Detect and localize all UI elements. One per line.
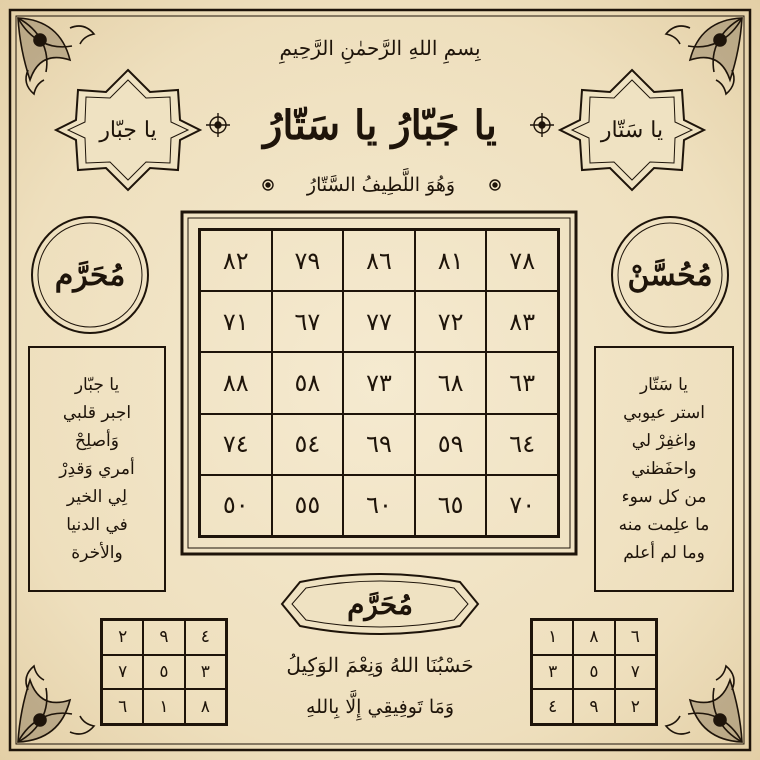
panel-line: استر عيوبي: [623, 403, 705, 423]
magic-square-cell: ٧٨: [486, 230, 558, 291]
rosette-icon: [206, 113, 230, 137]
magic-square-cell: ٦٧: [272, 291, 344, 352]
magic-square-cell: ٦٨: [415, 352, 487, 413]
magic-square-cell: ٦٩: [343, 414, 415, 475]
small-square-cell: ٦: [102, 689, 143, 724]
main-title: يا جَبّارُ يا سَتّارُ: [263, 101, 497, 149]
left-prayer-panel: [28, 346, 166, 592]
panel-line: أمري وَقدِرْ: [59, 459, 135, 479]
right-medallion-text: يا سَتّار: [600, 117, 664, 143]
small-square-cell: ١: [143, 689, 184, 724]
rosette-icon: [490, 180, 500, 190]
panel-line: لِي الخير: [66, 487, 128, 507]
bismillah: بِسمِ اللهِ الرَّحمٰنِ الرَّحِيمِ: [279, 36, 481, 60]
magic-square-cell: ٦٣: [486, 352, 558, 413]
panel-line: وَأصلِحْ: [75, 431, 119, 451]
small-square-cell: ٧: [615, 655, 656, 690]
subtitle: وَهُوَ اللَّطِيفُ السَّتّارُ: [306, 174, 456, 196]
rosette-icon: [530, 113, 554, 137]
corner-flourish-icon: [666, 666, 742, 742]
small-square-cell: ٥: [143, 655, 184, 690]
panel-line: واحفَظني: [631, 459, 697, 479]
right-circle-text: مُحُسَّنْ: [627, 257, 713, 293]
small-square-cell: ٦: [615, 620, 656, 655]
corner-flourish-icon: [666, 18, 742, 94]
magic-square-cell: ٦٤: [486, 414, 558, 475]
small-square-cell: ٤: [185, 620, 226, 655]
magic-square-cell: ٧٧: [343, 291, 415, 352]
left-circle-text: مُحَرَّم: [54, 257, 126, 293]
magic-square-cell: ٨٣: [486, 291, 558, 352]
small-square-right: [530, 618, 658, 726]
magic-square-cell: ٨٦: [343, 230, 415, 291]
panel-line: اجبر قلبي: [62, 403, 132, 423]
magic-square-cell: ٧٠: [486, 475, 558, 536]
panel-line: من كل سوء: [621, 487, 707, 507]
small-square-left: [100, 618, 228, 726]
small-square-cell: ٨: [573, 620, 614, 655]
small-square-cell: ٣: [532, 655, 573, 690]
hasbunallah-line: حَسْبُنَا اللهُ وَنِعْمَ الوَكِيلُ: [286, 653, 474, 677]
small-square-cell: ٢: [615, 689, 656, 724]
panel-line: في الدنيا: [66, 515, 128, 535]
left-medallion-text: يا جبّار: [99, 117, 157, 143]
panel-line: وما لم أعلم: [623, 543, 705, 563]
small-square-cell: ٧: [102, 655, 143, 690]
magic-square-cell: ٥٩: [415, 414, 487, 475]
small-square-cell: ١: [532, 620, 573, 655]
magic-square-cell: ٨١: [415, 230, 487, 291]
magic-square-cell: ٥٤: [272, 414, 344, 475]
magic-square-cell: ٧٢: [415, 291, 487, 352]
small-square-cell: ٩: [143, 620, 184, 655]
panel-line: يا سَتّار: [639, 375, 689, 395]
right-prayer-panel: [594, 346, 734, 592]
tawfiq-line: وَمَا تَوفِيقِي إِلَّا بِاللهِ: [305, 696, 455, 718]
bottom-banner-text: مُحَرَّم: [347, 587, 413, 621]
magic-square-cell: ٨٨: [200, 352, 272, 413]
magic-square-cell: ٧٤: [200, 414, 272, 475]
panel-line: يا جبّار: [74, 375, 120, 395]
magic-square-cell: ٨٢: [200, 230, 272, 291]
magic-square-cell: ٧٣: [343, 352, 415, 413]
small-square-cell: ٩: [573, 689, 614, 724]
small-square-cell: ٣: [185, 655, 226, 690]
magic-square-cell: ٦٥: [415, 475, 487, 536]
magic-square: [198, 228, 560, 538]
panel-line: والأخرة: [71, 543, 123, 563]
magic-square-cell: ٧٩: [272, 230, 344, 291]
magic-square-cell: ٧١: [200, 291, 272, 352]
corner-flourish-icon: [18, 18, 94, 94]
panel-line: ما علِمت منه: [618, 515, 710, 535]
small-square-cell: ٥: [573, 655, 614, 690]
small-square-cell: ٤: [532, 689, 573, 724]
magic-square-cell: ٥٥: [272, 475, 344, 536]
panel-line: واغفِرْ لي: [631, 431, 697, 451]
magic-square-cell: ٥٨: [272, 352, 344, 413]
small-square-cell: ٢: [102, 620, 143, 655]
small-square-cell: ٨: [185, 689, 226, 724]
magic-square-cell: ٦٠: [343, 475, 415, 536]
rosette-icon: [263, 180, 273, 190]
magic-square-cell: ٥٠: [200, 475, 272, 536]
corner-flourish-icon: [18, 666, 94, 742]
